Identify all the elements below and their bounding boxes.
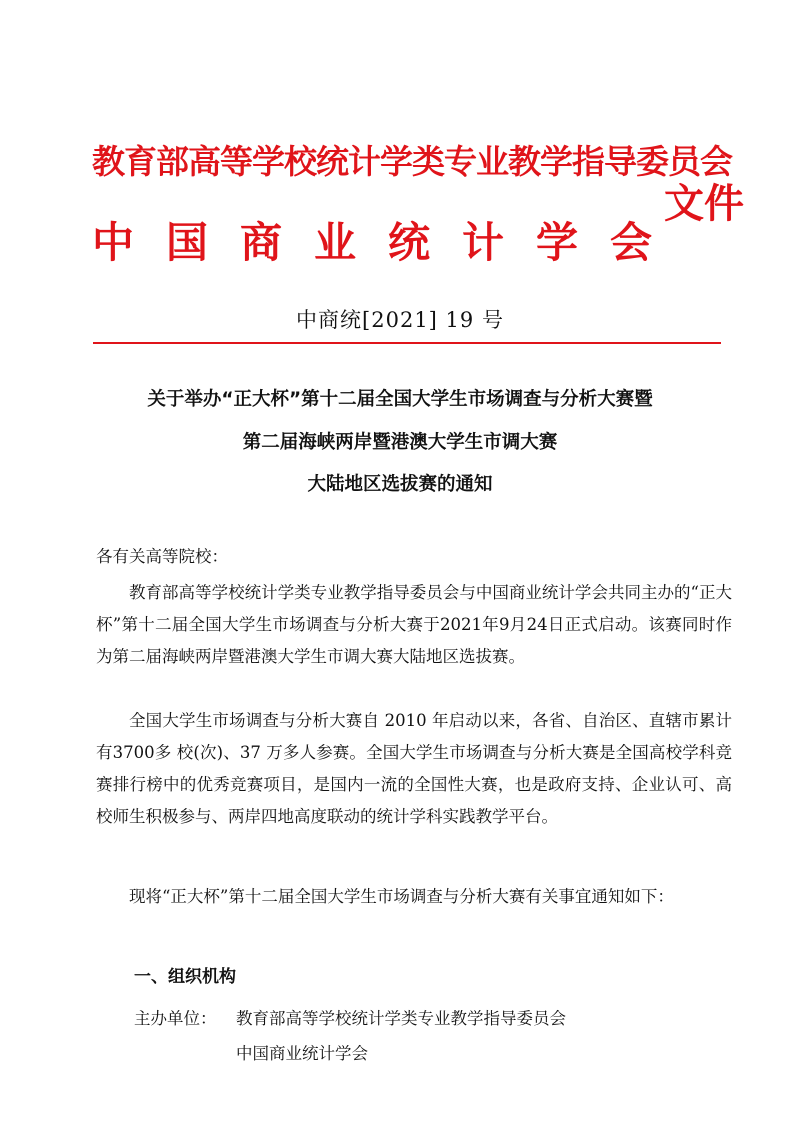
document-number: 中商统[2021] 19 号	[296, 308, 504, 332]
section-heading: 一、组织机构	[134, 967, 236, 987]
notice-title-line-3: 大陆地区选拔赛的通知	[307, 474, 493, 495]
document-type-label: 文件	[664, 181, 744, 227]
salutation: 各有关高等院校：	[96, 547, 228, 566]
notice-title-line-1: 关于举办“正大杯”第十二届全国大学生市场调查与分析大赛暨	[147, 389, 653, 410]
organizer-label: 主办单位：	[134, 1009, 217, 1028]
header-divider	[93, 342, 721, 344]
issuer-name-1: 教育部高等学校统计学类专业教学指导委员会	[92, 142, 732, 181]
organizer-name-1: 教育部高等学校统计学类专业教学指导委员会	[236, 1009, 566, 1028]
issuer-name-2: 中国商业统计学会	[92, 218, 685, 267]
body-paragraph-2: 全国大学生市场调查与分析大赛自 2010 年启动以来，各省、自治区、直辖市累计有3700多 校(次)、37 万多人参赛。全国大学生市场调查与分析大赛是全国高校学科竞赛排行榜中的优秀竞赛项目，是国内一流的全国性大赛，也是政府支持、企业认可、高校师生积极参与、两岸四地高度联动的统计学科实践教学平台。	[96, 711, 732, 826]
body-paragraph-3: 现将“正大杯”第十二届全国大学生市场调查与分析大赛有关事宜通知如下：	[129, 887, 674, 906]
body-paragraph-1: 教育部高等学校统计学类专业教学指导委员会与中国商业统计学会共同主办的“正大杯”第十二届全国大学生市场调查与分析大赛于2021年9月24日正式启动。该赛同时作为第二届海峡两岸暨港澳大学生市调大赛大陆地区选拔赛。	[96, 583, 732, 666]
notice-title-line-2: 第二届海峡两岸暨港澳大学生市调大赛	[242, 432, 558, 453]
organizer-name-2: 中国商业统计学会	[236, 1044, 368, 1063]
